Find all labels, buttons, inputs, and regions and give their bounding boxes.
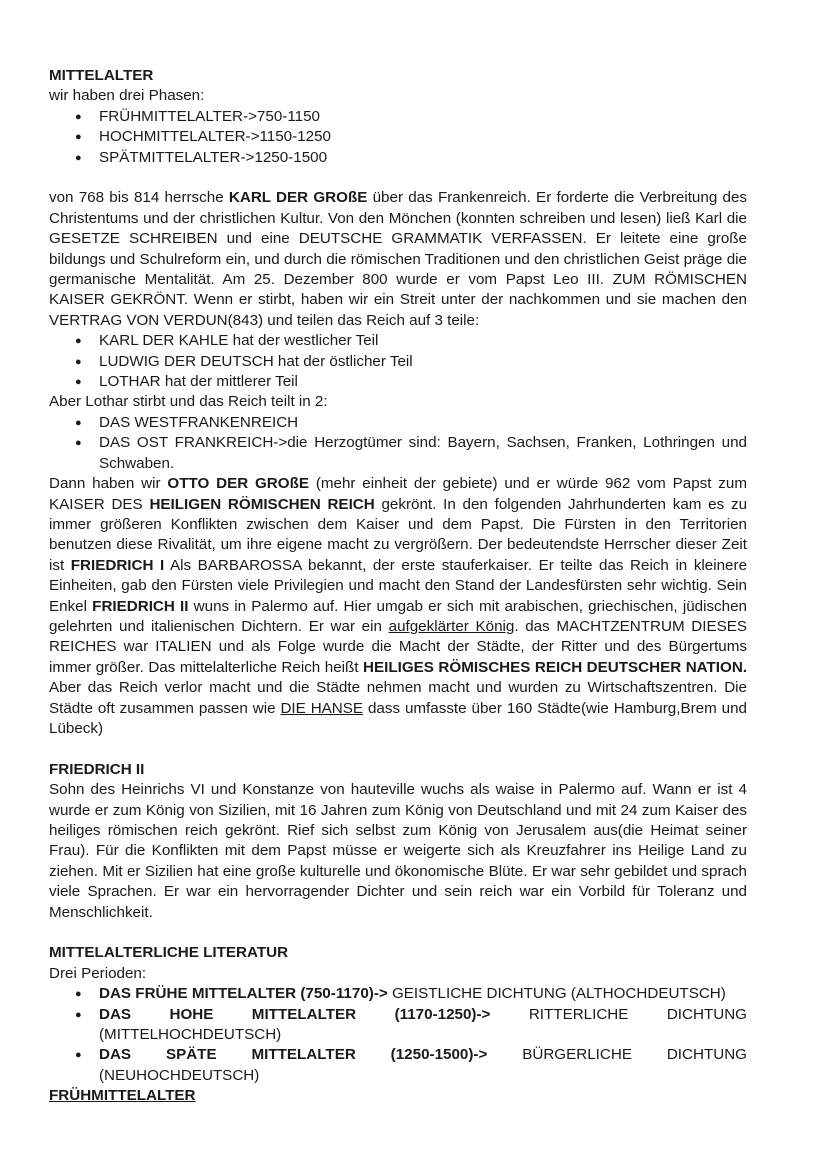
bold-karl: KARL DER GROßE	[228, 189, 368, 207]
text-run: wuns in Palermo auf. Hier umgab er sich mit arabischen, griechischen, jüdischen gelehrten und italienischen Dichtern. Er war ein	[49, 597, 747, 635]
section-title-friedrich: FRIEDRICH II	[49, 760, 145, 778]
phases-list	[49, 107, 747, 168]
karl-paragraph	[49, 188, 747, 331]
text-run: dass umfasste über 160 Städte(wie Hamburg,Brem und Lübeck)	[49, 699, 747, 737]
period-text: GEISTLICHE DICHTUNG (ALTHOCHDEUTSCH)	[387, 985, 726, 1003]
periods-list	[49, 984, 747, 1086]
text-run: Dann haben wir	[49, 475, 168, 493]
text-run: gekrönt. In den folgenden Jahrhunderten kam es zu immer größeren Konflikten zwischen dem Kaiser und dem Papst. Die Fürsten in den Territorien benutzen diese Rivalität, um ihre eigene macht zu vergrößern. Der bedeutendste Herrscher dieser Zeit ist	[49, 495, 748, 574]
list-item: ● LOTHAR hat der mittlerer Teil	[99, 372, 747, 392]
period-label: DAS HOHE MITTELALTER (1170-1250)->	[99, 1005, 491, 1023]
text-run: über das Frankenreich. Er forderte die Verbreitung des Christentums und der christlichen Kultur. Von den Mönchen (konnten schreiben und lesen) ließ Karl die GESETZE SCHREIBEN und eine DEUTSCHE GRAMMATIK VERFASSEN. Er leitete eine große bildungs und Schulreform ein, und durch die römischen Traditionen und den christlichen Geist präge die germanische Mentalität. Am 25. Dezember 800 wurde er vom Papst Leo III. ZUM RÖMISCHEN KAISER GEKRÖNT. Wenn er stirbt, haben wir ein Streit unter der nachkommen und sie machen den VERTRAG VON VERDUN(843) und teilen das Reich auf 3 teile:	[49, 189, 747, 329]
period-label: DAS SPÄTE MITTELALTER (1250-1500)->	[99, 1046, 488, 1064]
bold-hrr: HEILIGEN RÖMISCHEN REICH	[149, 495, 375, 513]
list-item: ● HOCHMITTELALTER->1150-1250	[99, 127, 747, 147]
text-run: Als BARBAROSSA bekannt, der erste stauferkaiser. Er teilte das Reich in kleinere Einheiten, gab den Fürsten viele Privilegien und macht den Stand der Landesfürsten sehr wichtig. Sein Enkel	[49, 556, 748, 615]
section-title-literatur: MITTELALTERLICHE LITERATUR	[49, 944, 289, 962]
period-text: BÜRGERLICHE DICHTUNG (NEUHOCHDEUTSCH)	[99, 1046, 747, 1084]
underlined-text: aufgeklärter König	[388, 617, 515, 635]
list-item: ● LUDWIG DER DEUTSCH hat der östlicher Teil	[99, 352, 747, 372]
otto-paragraph	[49, 474, 747, 739]
bold-friedrich-1: FRIEDRICH I	[70, 556, 165, 574]
spacer	[49, 739, 747, 759]
text-run: von 768 bis 814 herrsche	[49, 189, 229, 207]
bold-friedrich-2: FRIEDRICH II	[92, 597, 189, 615]
realms-list	[49, 413, 747, 474]
list-item	[99, 984, 747, 1004]
list-item	[99, 1005, 747, 1046]
list-item: ● DAS WESTFRANKENREICH	[99, 413, 747, 433]
text-run: (mehr einheit der gebiete) und er würde 962 vom Papst zum KAISER DES	[49, 475, 747, 513]
list-item: ● KARL DER KAHLE hat der westlicher Teil	[99, 331, 747, 351]
bold-otto: OTTO DER GROßE	[167, 475, 309, 493]
list-item: ● SPÄTMITTELALTER->1250-1500	[99, 148, 747, 168]
section-title-mittelalter: MITTELALTER	[49, 67, 154, 84]
list-item	[99, 1045, 747, 1086]
text-run: . das MACHTZENTRUM DIESES REICHES war ITALIEN und als Folge wurde die Macht der Städte, der Ritter und des Bürgertums immer größer. Das mittelalterliche Reich heißt	[49, 617, 747, 676]
friedrich-paragraph: Sohn des Heinrichs VI und Konstanze von hauteville wuchs als waise in Palermo auf. Wann er ist 4 wurde er zum König von Sizilien, mit 16 Jahren zum König von Deutschland und mit 24 zum Kaiser des heiliges römischen reich gekrönt. Rief sich selbst zum König von Jerusalem aus(die Heimat seiner Frau). Für die Konflikten mit dem Papst müsse er weigerte sich als Kreuzfahrer ins Heilige Land zu ziehen. Mit er Sizilien hat eine große kulturelle und ökonomische Blüte. Er war sehr gebildet und sprach viele Sprachen. Er war ein hervorragender Dichter und sein reich war ein Vorbild für Toleranz und Menschlichkeit.	[49, 781, 747, 921]
period-label: DAS FRÜHE MITTELALTER (750-1170)->	[99, 985, 388, 1003]
text-run: Aber das Reich verlor macht und die Städte nehmen macht und wurden zu Wirtschaftszentren. Die Städte oft zusammen passen wie	[49, 679, 747, 717]
phases-intro: wir haben drei Phasen:	[49, 87, 205, 105]
lothar-line: Aber Lothar stirbt und das Reich teilt in 2:	[49, 393, 328, 411]
list-item: ● FRÜHMITTELALTER->750-1150	[99, 107, 747, 127]
underlined-text: DIE HANSE	[280, 699, 364, 717]
spacer	[49, 168, 747, 188]
bold-hrrdn: HEILIGES RÖMISCHES REICH DEUTSCHER NATION.	[363, 658, 748, 676]
heirs-list	[49, 331, 747, 392]
spacer	[49, 923, 747, 943]
period-text: RITTERLICHE DICHTUNG (MITTELHOCHDEUTSCH)	[99, 1005, 747, 1044]
periods-intro: Drei Perioden:	[49, 964, 147, 982]
list-item: ● DAS OST FRANKREICH->die Herzogtümer sind: Bayern, Sachsen, Franken, Lothringen und Schwaben.	[99, 433, 747, 474]
section-title-fruehmittelalter: FRÜHMITTELALTER	[49, 1087, 196, 1105]
